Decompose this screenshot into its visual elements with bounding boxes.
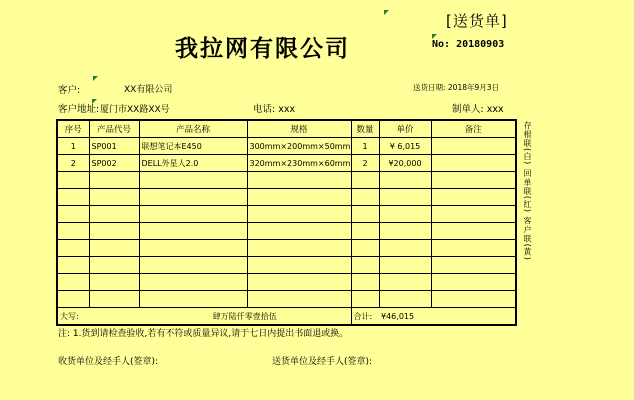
table-cell[interactable] [89, 257, 139, 274]
table-cell[interactable] [57, 257, 89, 274]
table-cell[interactable] [379, 240, 431, 257]
table-cell[interactable] [247, 206, 351, 223]
table-row [57, 274, 516, 291]
header-cell: 数量 [351, 120, 379, 138]
table-cell[interactable] [139, 240, 247, 257]
table-cell[interactable]: 联想笔记本E450 [139, 138, 247, 155]
receiver-signature-label: 收货单位及经手人(签章): [58, 357, 159, 367]
header-cell: 规格 [247, 120, 351, 138]
table-cell[interactable]: SP002 [89, 155, 139, 172]
table-row [57, 155, 516, 172]
table-row [57, 206, 516, 223]
table-cell[interactable] [351, 240, 379, 257]
table-cell[interactable] [57, 223, 89, 240]
table-cell[interactable] [431, 206, 516, 223]
table-cell[interactable] [139, 172, 247, 189]
table-cell[interactable] [379, 189, 431, 206]
table-cell[interactable] [89, 189, 139, 206]
table-row [57, 172, 516, 189]
table-cell[interactable] [57, 189, 89, 206]
document-type: [送货单] [446, 12, 508, 30]
table-cell[interactable] [351, 274, 379, 291]
table-cell[interactable] [247, 274, 351, 291]
table-cell[interactable] [379, 206, 431, 223]
table-cell[interactable] [247, 189, 351, 206]
goods-table [56, 119, 517, 326]
maker-field: 制单人: xxx [452, 104, 504, 115]
table-cell[interactable] [247, 291, 351, 308]
total-caps-label: 大写: [57, 308, 139, 326]
table-cell[interactable]: ¥ 6,015 [379, 138, 431, 155]
table-cell[interactable] [89, 223, 139, 240]
total-value[interactable]: ¥46,015 [379, 308, 516, 326]
table-cell[interactable]: 2 [351, 155, 379, 172]
table-cell[interactable] [379, 257, 431, 274]
table-cell[interactable] [57, 206, 89, 223]
total-label: 合计: [351, 308, 379, 326]
table-row [57, 291, 516, 308]
table-cell[interactable] [89, 172, 139, 189]
table-cell[interactable] [379, 291, 431, 308]
table-cell[interactable] [431, 189, 516, 206]
table-cell[interactable] [379, 274, 431, 291]
header-cell: 备注 [431, 120, 516, 138]
table-cell[interactable] [57, 291, 89, 308]
customer-label: 客户: [58, 85, 81, 96]
table-cell[interactable] [89, 206, 139, 223]
table-cell[interactable] [139, 274, 247, 291]
table-cell[interactable]: SP001 [89, 138, 139, 155]
table-row [57, 257, 516, 274]
document-number: No: 20180903 [432, 39, 505, 50]
company-title: 我拉网有限公司 [175, 36, 350, 62]
table-cell[interactable] [431, 257, 516, 274]
table-cell[interactable] [431, 291, 516, 308]
cell-comment-marker [432, 34, 437, 39]
table-cell[interactable]: ¥20,000 [379, 155, 431, 172]
total-caps-value[interactable]: 肆万陆仟零壹拾伍 [139, 308, 351, 326]
header-cell: 序号 [57, 120, 89, 138]
phone-field: 电话: xxx [253, 104, 296, 115]
delivery-date: 送货日期: 2018年9月3日 [413, 83, 500, 92]
table-cell[interactable]: 320mm×230mm×60mm [247, 155, 351, 172]
table-cell[interactable] [247, 240, 351, 257]
copy-distribution: 存根联(白) 回单联(红) 客户联(黄) [523, 121, 532, 261]
table-cell[interactable] [57, 240, 89, 257]
table-cell[interactable] [247, 223, 351, 240]
table-cell[interactable] [139, 257, 247, 274]
table-cell[interactable] [139, 291, 247, 308]
table-cell[interactable]: 300mm×200mm×50mm [247, 138, 351, 155]
table-cell[interactable]: 1 [57, 138, 89, 155]
table-cell[interactable] [139, 189, 247, 206]
table-cell[interactable] [351, 223, 379, 240]
table-cell[interactable] [57, 274, 89, 291]
table-cell[interactable] [431, 155, 516, 172]
header-cell: 单价 [379, 120, 431, 138]
table-cell[interactable] [431, 172, 516, 189]
table-cell[interactable]: 2 [57, 155, 89, 172]
table-cell[interactable] [89, 240, 139, 257]
table-cell[interactable] [247, 257, 351, 274]
table-cell[interactable] [89, 291, 139, 308]
table-cell[interactable] [247, 172, 351, 189]
table-cell[interactable] [139, 206, 247, 223]
table-header-row [57, 120, 516, 138]
table-cell[interactable] [139, 223, 247, 240]
table-cell[interactable] [379, 172, 431, 189]
address-label: 客户地址: [58, 104, 100, 115]
table-cell[interactable] [351, 257, 379, 274]
table-cell[interactable]: DELL外星人2.0 [139, 155, 247, 172]
table-cell[interactable] [351, 172, 379, 189]
table-cell[interactable] [89, 274, 139, 291]
table-cell[interactable]: 1 [351, 138, 379, 155]
table-cell[interactable] [351, 189, 379, 206]
header-cell: 产品代号 [89, 120, 139, 138]
sender-signature-label: 送货单位及经手人(签章): [272, 357, 373, 367]
cell-comment-marker [93, 76, 98, 81]
table-cell[interactable] [379, 223, 431, 240]
address-value: 厦门市XX路XX号 [100, 105, 170, 115]
table-cell[interactable] [351, 291, 379, 308]
table-row [57, 223, 516, 240]
table-cell[interactable] [351, 206, 379, 223]
table-row [57, 138, 516, 155]
total-row [57, 308, 516, 326]
customer-value: XX有限公司 [124, 85, 173, 95]
header-cell: 产品名称 [139, 120, 247, 138]
table-row [57, 240, 516, 257]
table-cell[interactable] [431, 138, 516, 155]
table-cell[interactable] [57, 172, 89, 189]
table-row [57, 189, 516, 206]
delivery-note: 注: 1.货到请检查验收,若有不符或质量异议,请于七日内提出书面退或换。 [58, 329, 349, 339]
table-cell[interactable] [431, 223, 516, 240]
table-cell[interactable] [431, 274, 516, 291]
table-cell[interactable] [431, 240, 516, 257]
cell-comment-marker [384, 10, 389, 15]
